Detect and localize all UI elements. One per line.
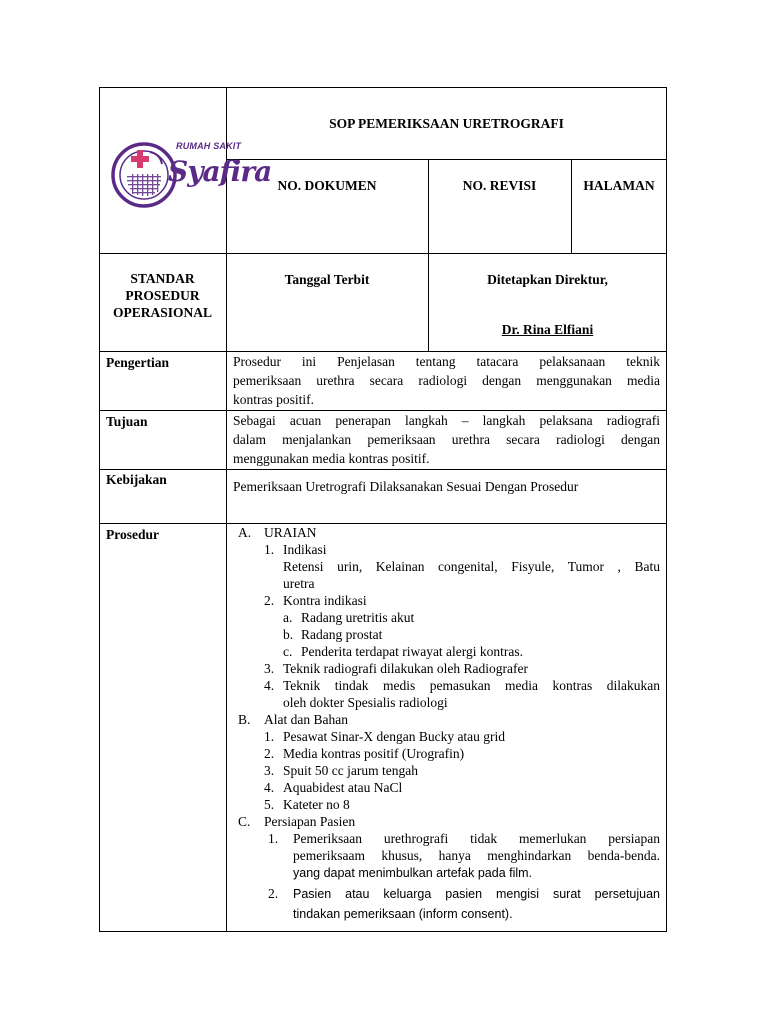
tanggal-terbit-label: Tanggal Terbit <box>284 272 370 287</box>
list-number: 1. <box>264 729 275 744</box>
tujuan-line: dalam menjalankan pemeriksaan urethra secara radiologi dengan <box>233 432 660 447</box>
list-text: Teknik tindak medis pemasukan media kontras dilakukan <box>283 678 660 693</box>
list-item-detail <box>293 906 660 924</box>
section-b <box>234 712 660 729</box>
list-item <box>234 886 660 904</box>
sop-label-1: STANDAR <box>130 271 195 286</box>
direktur-name: Dr. Rina Elfiani <box>501 322 594 337</box>
kebijakan-text: Pemeriksaan Uretrografi Dilaksanakan Sesuai Dengan Prosedur <box>233 479 579 494</box>
list-item-detail <box>283 576 660 593</box>
table-line-title <box>226 159 667 160</box>
list-text: Radang prostat <box>301 627 383 642</box>
section-c-title: Persiapan Pasien <box>264 814 356 829</box>
list-text: Pesawat Sinar-X dengan Bucky atau grid <box>283 729 506 744</box>
list-item <box>234 678 660 695</box>
list-number: 3. <box>264 661 275 676</box>
list-text: Teknik radiografi dilakukan oleh Radiografer <box>283 661 528 676</box>
pengertian-line: pemeriksaan urethra secara radiologi dengan menggunakan media <box>233 373 660 388</box>
list-text: Retensi urin, Kelainan congenital, Fisyule, Tumor , Batu <box>283 559 660 574</box>
list-item <box>234 763 660 780</box>
table-line-header <box>99 253 667 254</box>
kebijakan-label: Kebijakan <box>106 472 167 487</box>
list-text: Pasien atau keluarga pasien mengisi surat persetujuan <box>293 887 660 901</box>
list-number: 2. <box>264 593 275 608</box>
section-a-number: A. <box>238 525 252 540</box>
sop-label-2: PROSEDUR <box>125 288 200 303</box>
list-number: 1. <box>268 831 279 846</box>
list-number: 4. <box>264 678 275 693</box>
hospital-logo <box>110 138 272 214</box>
list-item-detail <box>293 848 660 865</box>
list-text: Aquabidest atau NaCl <box>283 780 403 795</box>
section-c-number: C. <box>238 814 251 829</box>
section-a <box>234 525 660 542</box>
list-text: Media kontras positif (Urografin) <box>283 746 465 761</box>
table-divider-revisi <box>571 159 572 253</box>
tujuan-line: Sebagai acuan penerapan langkah – langkah pelaksana radiografi <box>233 413 660 428</box>
list-item <box>234 610 660 627</box>
list-number: c. <box>283 644 293 659</box>
prosedur-content <box>234 525 660 924</box>
pengertian-line: kontras positif. <box>233 392 314 407</box>
list-item-detail <box>283 559 660 576</box>
list-text: oleh dokter Spesialis radiologi <box>283 695 448 710</box>
list-text: yang dapat menimbulkan artefak pada film. <box>293 866 533 880</box>
sop-label-3: OPERASIONAL <box>112 305 212 320</box>
prosedur-label: Prosedur <box>106 527 159 542</box>
list-text: Penderita terdapat riwayat alergi kontras. <box>301 644 524 659</box>
tujuan-line: menggunakan media kontras positif. <box>233 451 430 466</box>
list-item <box>234 746 660 763</box>
table-border-left <box>99 87 100 932</box>
no-dokumen-label: NO. DOKUMEN <box>277 178 377 193</box>
table-border-bottom <box>99 931 667 932</box>
list-item <box>234 542 660 559</box>
list-item <box>234 593 660 610</box>
logo-top-text: RUMAH SAKIT <box>176 141 242 151</box>
list-number: 5. <box>264 797 275 812</box>
section-c <box>234 814 660 831</box>
table-line-pengertian <box>99 410 667 411</box>
list-item <box>234 831 660 848</box>
list-text: Indikasi <box>283 542 327 557</box>
list-text: Kontra indikasi <box>283 593 367 608</box>
pengertian-label: Pengertian <box>106 355 169 370</box>
table-line-kebijakan <box>99 523 667 524</box>
table-line-tujuan <box>99 469 667 470</box>
list-number: 2. <box>268 886 279 901</box>
pengertian-line: Prosedur ini Penjelasan tentang tatacara pelaksanaan teknik <box>233 354 660 369</box>
section-b-title: Alat dan Bahan <box>264 712 348 727</box>
section-b-number: B. <box>238 712 251 727</box>
list-number: 2. <box>264 746 275 761</box>
table-border-top <box>99 87 667 88</box>
tujuan-label: Tujuan <box>106 414 148 429</box>
list-number: 1. <box>264 542 275 557</box>
list-text: tindakan pemeriksaan (inform consent). <box>293 907 513 921</box>
list-item <box>234 644 660 661</box>
list-item <box>234 729 660 746</box>
list-number: a. <box>283 610 293 625</box>
list-item-detail <box>293 865 660 883</box>
pengertian-text <box>233 353 660 410</box>
list-item <box>234 780 660 797</box>
list-item <box>234 627 660 644</box>
table-line-sop <box>99 351 667 352</box>
list-text: Kateter no 8 <box>283 797 350 812</box>
list-text: uretra <box>283 576 315 591</box>
list-item <box>234 661 660 678</box>
list-item <box>234 797 660 814</box>
list-text: Spuit 50 cc jarum tengah <box>283 763 418 778</box>
ditetapkan-label: Ditetapkan Direktur, <box>487 272 608 287</box>
list-text: pemeriksaam khusus, hanya menghindarkan benda-benda. <box>293 848 660 863</box>
list-text: Pemeriksaan urethrografi tidak memerlukan persiapan <box>293 831 660 846</box>
logo-name-text: Syafira <box>168 155 272 188</box>
list-number: b. <box>283 627 294 642</box>
list-item-detail <box>283 695 660 712</box>
page-title: SOP PEMERIKSAAN URETROGRAFI <box>329 116 564 131</box>
section-a-title: URAIAN <box>264 525 317 540</box>
no-revisi-label: NO. REVISI <box>462 178 537 193</box>
list-text: Radang uretritis akut <box>301 610 415 625</box>
table-border-right <box>666 87 667 932</box>
halaman-label: HALAMAN <box>583 178 655 193</box>
tujuan-text <box>233 412 660 469</box>
list-number: 4. <box>264 780 275 795</box>
list-number: 3. <box>264 763 275 778</box>
